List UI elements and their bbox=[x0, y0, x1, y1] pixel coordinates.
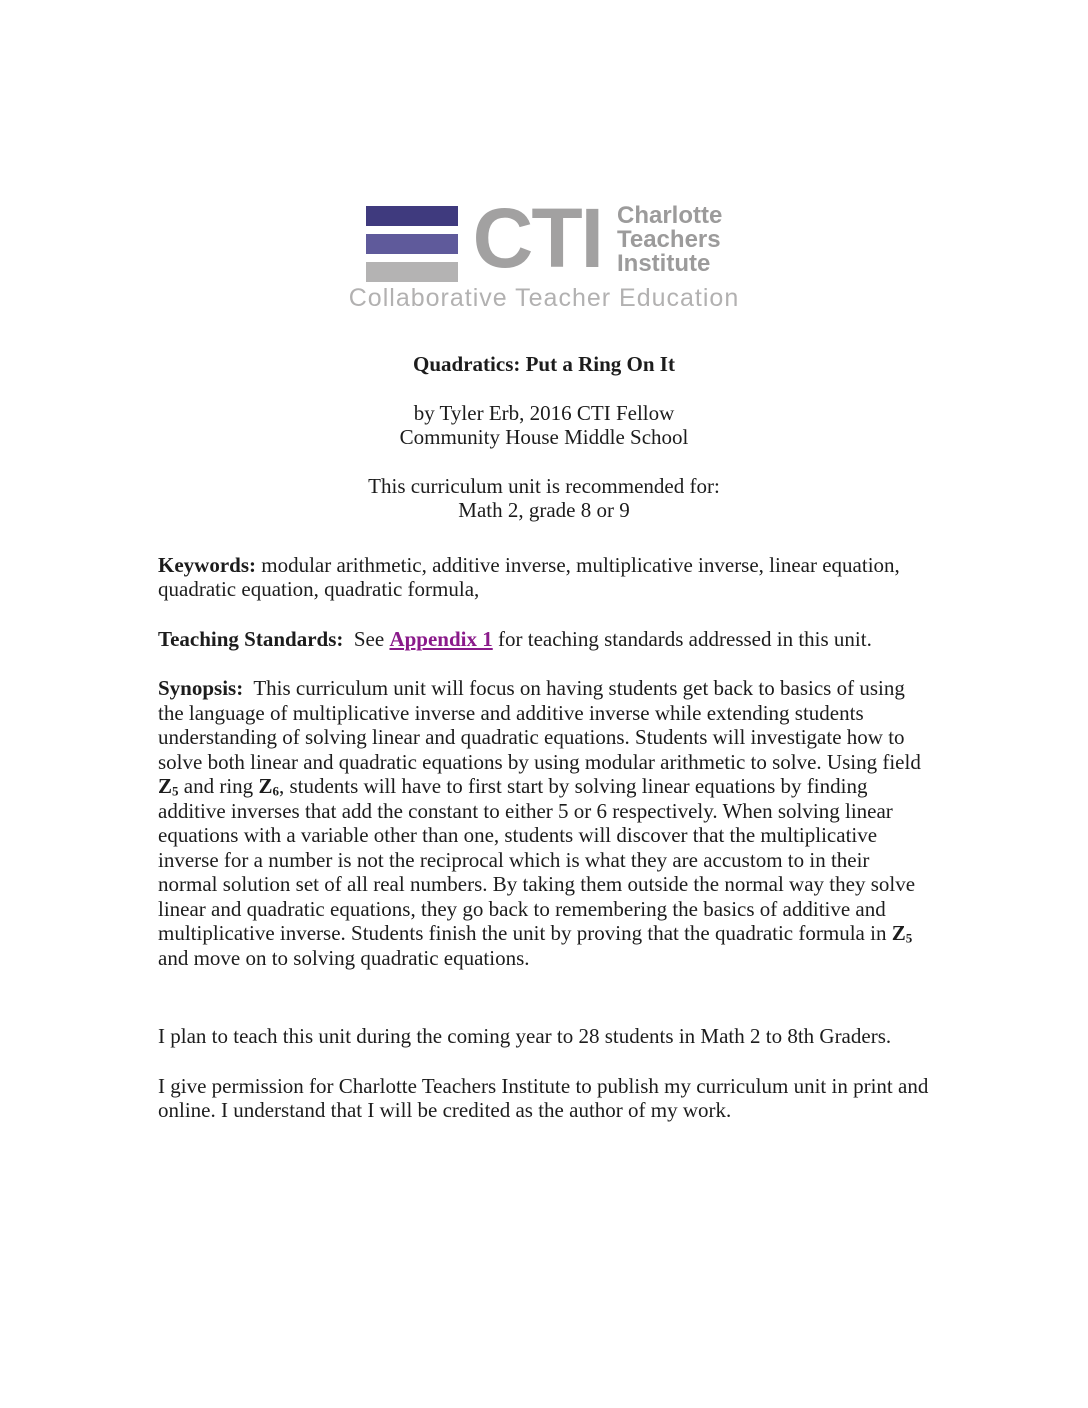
synopsis-text-2: and ring bbox=[178, 774, 259, 798]
recommendation bbox=[158, 474, 930, 523]
teaching-standards-prefix: See bbox=[343, 626, 390, 651]
page-title: Quadratics: Put a Ring On It bbox=[413, 352, 675, 376]
logo-name-line-1: Charlotte bbox=[616, 202, 723, 229]
recommendation-course: Math 2, grade 8 or 9 bbox=[458, 498, 630, 522]
logo-tagline: Collaborative Teacher Education bbox=[348, 284, 740, 312]
document-body bbox=[0, 352, 1088, 1123]
logo-bars-icon bbox=[366, 206, 458, 282]
logo-bar-top bbox=[366, 206, 458, 226]
teaching-standards-suffix: for teaching standards addressed in this unit. bbox=[492, 626, 872, 651]
teaching-standards-paragraph bbox=[158, 627, 930, 652]
synopsis-text-1: This curriculum unit will focus on having students get back to basics of using the language of multiplicative inverse and additive inverse while extending students understanding of solving linear and quadratic equations. Students will investigate how to solve both linear and quadratic equations by using modular arithmetic to solve. Using field bbox=[158, 676, 921, 774]
keywords-paragraph bbox=[158, 553, 930, 602]
logo-bar-bottom bbox=[366, 262, 458, 282]
byline-author: by Tyler Erb, 2016 CTI Fellow bbox=[413, 400, 675, 425]
ring-z5-symbol: $Z_5$ bbox=[158, 774, 179, 799]
byline-school: Community House Middle School bbox=[399, 425, 689, 449]
byline bbox=[158, 401, 930, 450]
logo-bar-middle bbox=[366, 234, 458, 254]
keywords-label: Keywords: bbox=[158, 552, 256, 577]
synopsis-text-3: , students will have to first start by solving linear equations by finding additive inverses that add the constant to either 5 or 6 respectively. When solving linear equations with a variable other than one, students will discover that the multiplicative inverse for a number is not the reciprocal which is what they are accustom to in their normal solution set of all real numbers. By taking them outside the normal way they solve linear and quadratic equations, they go back to remembering the basics of additive and multiplicative inverse. Students finish the unit by proving that the quadratic formula in bbox=[158, 774, 916, 945]
logo-name-stack bbox=[617, 204, 722, 276]
synopsis-text-4: and move on to solving quadratic equations. bbox=[158, 945, 530, 970]
logo-name-line-2: Teachers bbox=[616, 226, 721, 253]
synopsis-label: Synopsis: bbox=[158, 676, 244, 700]
teaching-plan-paragraph: I plan to teach this unit during the coming year to 28 students in Math 2 to 8th Graders. bbox=[158, 1024, 892, 1048]
logo-acronym: CTI bbox=[472, 191, 602, 285]
keywords-text: modular arithmetic, additive inverse, multiplicative inverse, linear equation, quadratic equation, quadratic formula, bbox=[158, 552, 900, 601]
appendix-1-link[interactable]: Appendix 1 bbox=[389, 626, 493, 651]
recommendation-intro: This curriculum unit is recommended for: bbox=[368, 473, 720, 498]
permission-paragraph: I give permission for Charlotte Teachers Institute to publish my curriculum unit in print and online. I understand that I will be credited as the author of my work. bbox=[158, 1073, 929, 1122]
cti-logo bbox=[0, 191, 1088, 312]
teaching-standards-label: Teaching Standards: bbox=[158, 626, 344, 651]
ring-z5-symbol-2: $Z_5$ bbox=[891, 921, 913, 946]
ring-z6-symbol: $Z_6$ bbox=[258, 774, 279, 799]
synopsis-paragraph bbox=[158, 676, 930, 970]
logo-name-line-3: Institute bbox=[616, 250, 711, 277]
